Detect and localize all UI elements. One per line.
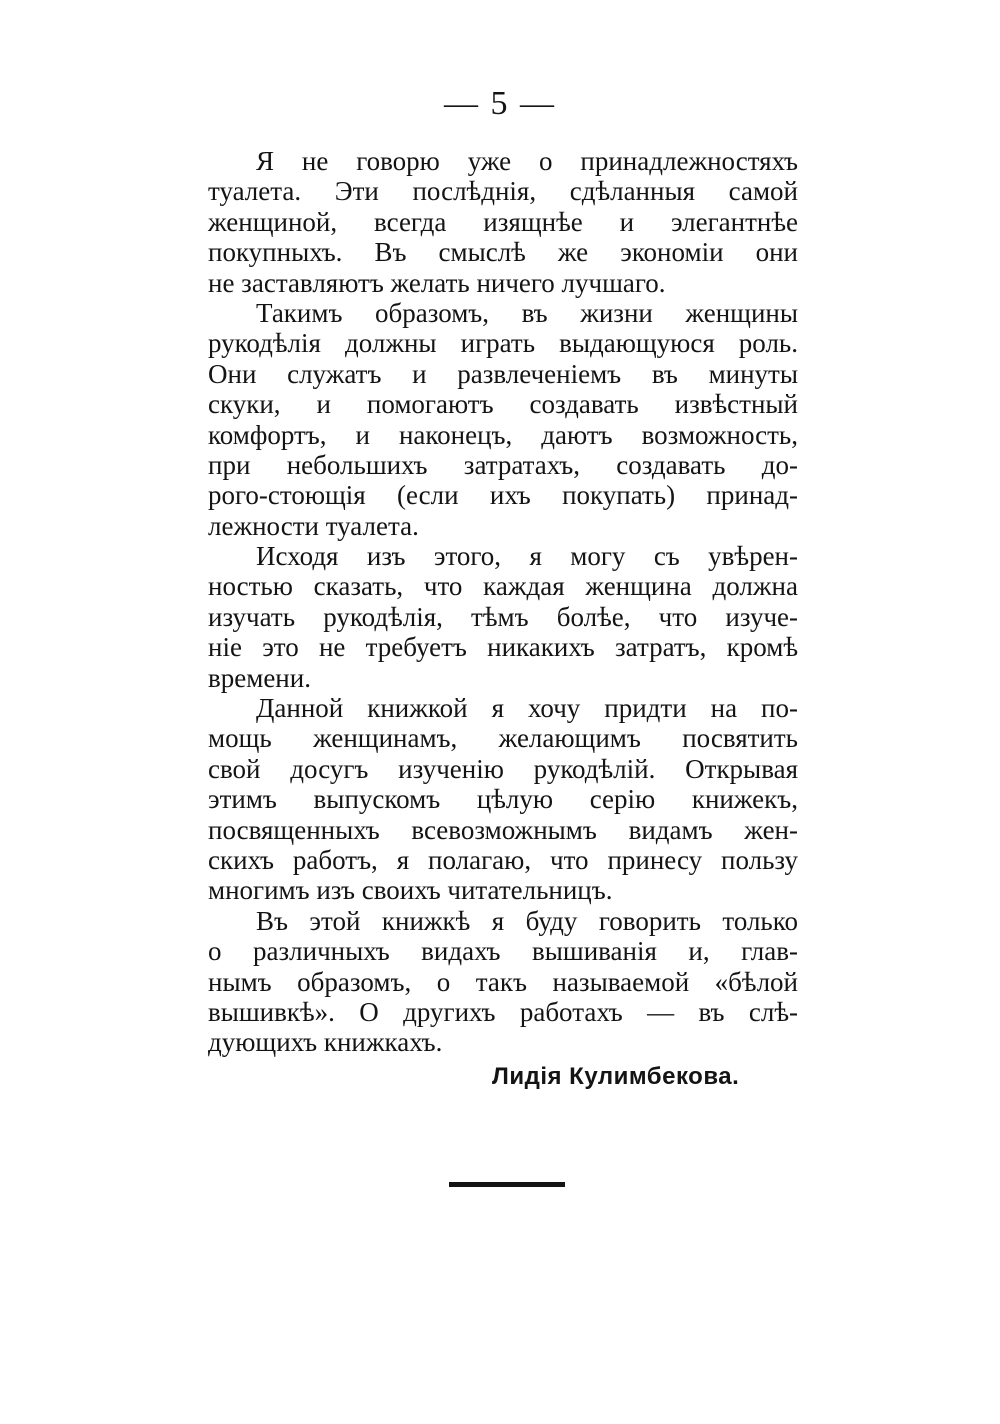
text-line: при небольшихъ затратахъ, создавать до- (208, 449, 798, 480)
text-line: рого-стоющія (если ихъ покупать) принад- (208, 480, 798, 511)
text-line: Въ этой книжкѣ я буду говорить только (256, 905, 798, 936)
text-line: этимъ выпускомъ цѣлую серію книжекъ, (208, 784, 798, 815)
text-line: мощь женщинамъ, желающимъ посвятить (208, 723, 798, 754)
text-line: туалета. Эти послѣднія, сдѣланныя самой (208, 176, 798, 207)
text-line: изучать рукодѣлія, тѣмъ болѣе, что изуче- (208, 601, 798, 632)
text-line: свой досугъ изученію рукодѣлій. Открывая (208, 753, 798, 784)
text-line: времени. (208, 662, 311, 693)
text-line: покупныхъ. Въ смыслѣ же экономіи они (208, 237, 798, 268)
text-line: Они служатъ и развлеченіемъ въ минуты (208, 358, 798, 389)
text-line: скихъ работъ, я полагаю, что принесу пользу (208, 844, 798, 875)
text-line: комфортъ, и наконецъ, даютъ возможность, (208, 419, 798, 450)
text-line: нымъ образомъ, о такъ называемой «бѣлой (208, 966, 798, 997)
text-line: многимъ изъ своихъ читательницъ. (208, 875, 613, 906)
paragraph-2 (208, 298, 798, 541)
text-line: скуки, и помогаютъ создавать извѣстный (208, 389, 798, 420)
text-line: ностью сказать, что каждая женщина должна (208, 571, 798, 602)
text-line: не заставляютъ желать ничего лучшаго. (208, 267, 666, 298)
text-line: Исходя изъ этого, я могу съ увѣрен- (256, 541, 798, 572)
text-line: о различныхъ видахъ вышиванія и, глав- (208, 936, 798, 967)
text-line: вышивкѣ». О другихъ работахъ — въ слѣ- (208, 996, 798, 1027)
body-text (208, 146, 798, 1058)
paragraph-3 (208, 541, 798, 693)
paragraph-1 (208, 146, 798, 298)
text-line: Такимъ образомъ, въ жизни женщины (256, 297, 798, 328)
text-line: ніе это не требуетъ никакихъ затратъ, кромѣ (208, 632, 798, 663)
end-rule-divider (449, 1182, 565, 1187)
text-line: дующихъ книжкахъ. (208, 1027, 443, 1058)
page-number: — 5 — (444, 85, 556, 122)
text-line: посвященныхъ всевозможнымъ видамъ жен- (208, 814, 798, 845)
text-line: Я не говорю уже о принадлежностяхъ (256, 146, 798, 176)
author-signature: Лидія Кулимбекова. (492, 1063, 740, 1090)
text-line: лежности туалета. (208, 510, 419, 541)
paragraph-5 (208, 906, 798, 1058)
text-line: женщиной, всегда изящнѣе и элегантнѣе (208, 206, 798, 237)
text-line: рукодѣлія должны играть выдающуюся роль. (208, 328, 798, 359)
paragraph-4 (208, 693, 798, 906)
text-line: Данной книжкой я хочу придти на по- (256, 693, 798, 724)
